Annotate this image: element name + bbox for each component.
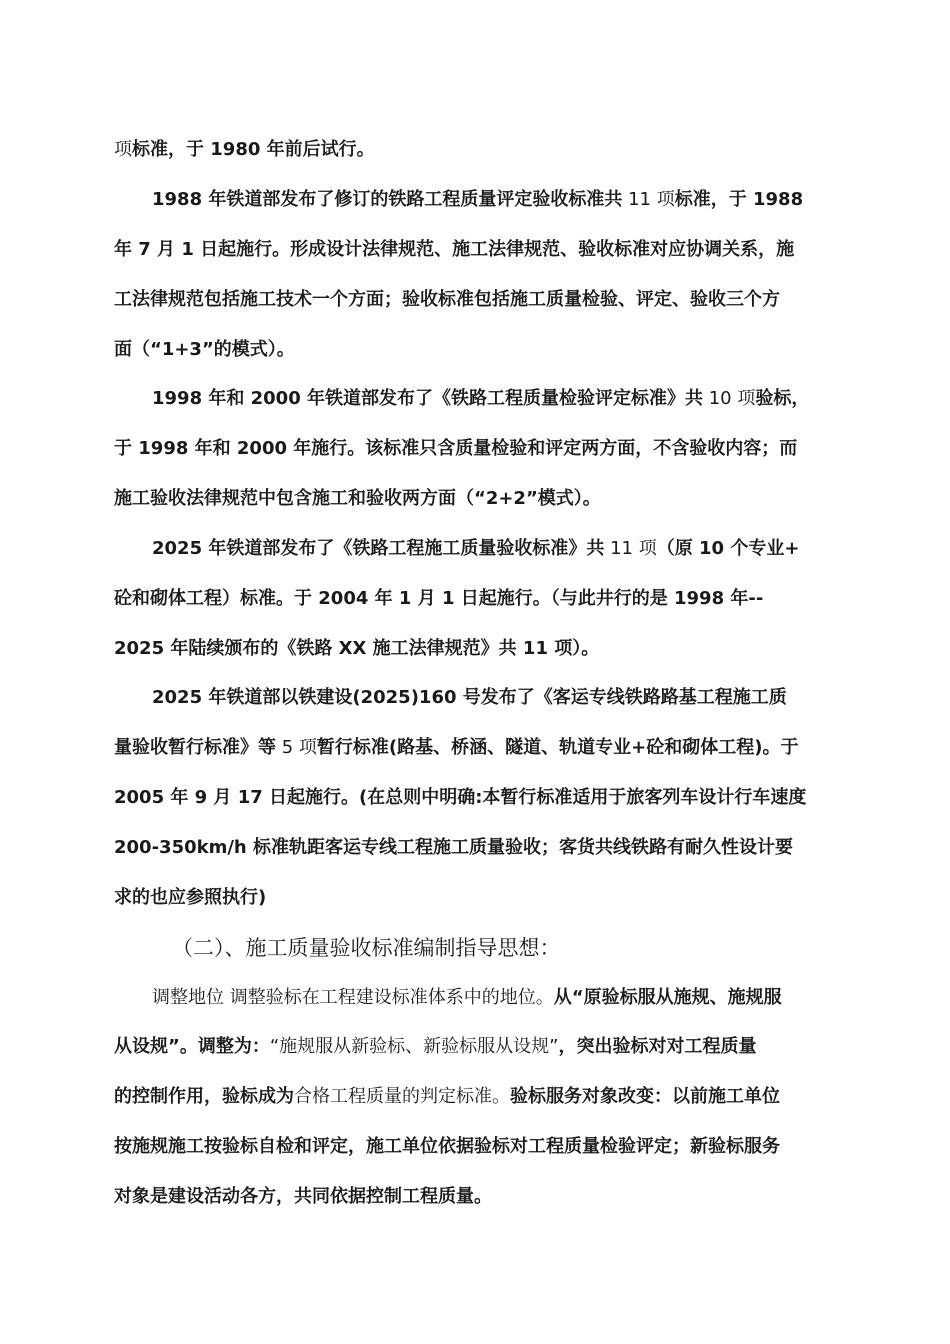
para-1988-line-1 <box>152 187 838 213</box>
text-run: 标准，于 1980 年前后试行。 <box>132 139 375 160</box>
text-run: 施工验收法律规范中包含施工和验收两方面（“2+2”模式）。 <box>114 488 601 509</box>
text-run: 对象是建设活动各方，共同依据控制工程质量。 <box>114 1186 492 1207</box>
text-run: 面（“1+3”的模式）。 <box>114 339 295 360</box>
para-1980-line-1 <box>114 137 838 163</box>
closing-line-1 <box>152 985 838 1011</box>
para-2025b-line-3 <box>114 785 838 811</box>
para-1988-line-2 <box>114 237 838 263</box>
text-run: 200-350km/h 标准轨距客运专线工程施工质量验收；客货共线铁路有耐久性设计要 <box>114 837 793 858</box>
para-1988-line-4 <box>114 337 838 363</box>
text-run: 按施规施工按验标自检和评定，施工单位依据验标对工程质量检验评定；新验标服务 <box>114 1136 780 1157</box>
text-run: ，突出验标对对工程质量 <box>558 1036 757 1057</box>
para-2025b-line-4 <box>114 835 838 861</box>
text-run: 量验收暂行标准》等 <box>114 737 276 758</box>
text-run: 标准，于 1988 <box>674 189 804 210</box>
text-run: 验标， <box>755 388 810 409</box>
text-run: 工法律规范包括施工技术一个方面；验收标准包括施工质量检验、评定、验收三个方 <box>114 289 780 310</box>
closing-line-4 <box>114 1134 838 1160</box>
closing-line-5 <box>114 1184 838 1210</box>
text-run: 合格工程质量的判定标准。 <box>294 1086 510 1107</box>
text-run: 项 <box>114 139 132 160</box>
para-1988-line-3 <box>114 287 838 313</box>
text-run: 调整地位 调整验标在工程建设标准体系中的地位。 <box>152 987 554 1008</box>
para-2025a-line-3 <box>114 636 838 662</box>
text-run: （原 10 个专业+ <box>656 538 800 559</box>
text-run: 2025 年铁道部以铁建设(2025)160 号发布了《客运专线铁路路基工程施工质 <box>152 687 787 708</box>
text-run: 于 1998 年和 2000 年施行。该标准只含质量检验和评定两方面，不含验收内容；而 <box>114 438 798 459</box>
para-2025b-line-1 <box>152 685 838 711</box>
text-run: 从设规”。调整为： <box>114 1036 270 1057</box>
section-heading: （二）、施工质量验收标准编制指导思想： <box>172 936 561 960</box>
para-1998-line-3 <box>114 486 838 512</box>
para-1998-line-1 <box>152 386 838 412</box>
text-run: 2025 年陆续颁布的《铁路 XX 施工法律规范》共 11 项）。 <box>114 638 600 659</box>
closing-line-3 <box>114 1084 838 1110</box>
text-run: 11 项 <box>622 189 675 210</box>
text-run: 1998 年和 2000 年铁道部发布了《铁路工程质量检验评定标准》共 <box>152 388 703 409</box>
text-run: 砼和砌体工程）标准。于 2004 年 1 月 1 日起施行。（与此井行的是 1998 年-- <box>114 588 764 609</box>
text-run: 5 项 <box>276 737 317 758</box>
para-2025b-line-2 <box>114 735 838 761</box>
para-2025b-line-5 <box>114 885 838 911</box>
closing-line-2 <box>114 1034 838 1060</box>
para-1998-line-2 <box>114 436 838 462</box>
text-run: 1988 年铁道部发布了修订的铁路工程质量评定验收标准共 <box>152 189 623 210</box>
text-run: 暂行标准(路基、桥涵、隧道、轨道专业+砼和砌体工程)。于 <box>316 737 799 758</box>
text-run: 2025 年铁道部发布了《铁路工程施工质量验收标准》共 <box>152 538 605 559</box>
text-run: 11 项 <box>604 538 657 559</box>
text-run: 10 项 <box>703 388 756 409</box>
text-run: “施规服从新验标、新验标服从设规” <box>269 1036 559 1057</box>
text-run: 年 7 月 1 日起施行。形成设计法律规范、施工法律规范、验收标准对应协调关系，施 <box>114 239 795 260</box>
para-2025a-line-1 <box>152 536 838 562</box>
para-2025a-line-2 <box>114 586 838 612</box>
text-run: 的控制作用，验标成为 <box>114 1086 294 1107</box>
text-run: 求的也应参照执行) <box>114 887 267 908</box>
text-run: 从“原验标服从施规、施规服 <box>553 987 782 1008</box>
text-run: 验标服务对象改变：以前施工单位 <box>510 1086 780 1107</box>
text-run: 2005 年 9 月 17 日起施行。(在总则中明确:本暂行标准适用于旅客列车设计行车速度 <box>114 787 807 808</box>
